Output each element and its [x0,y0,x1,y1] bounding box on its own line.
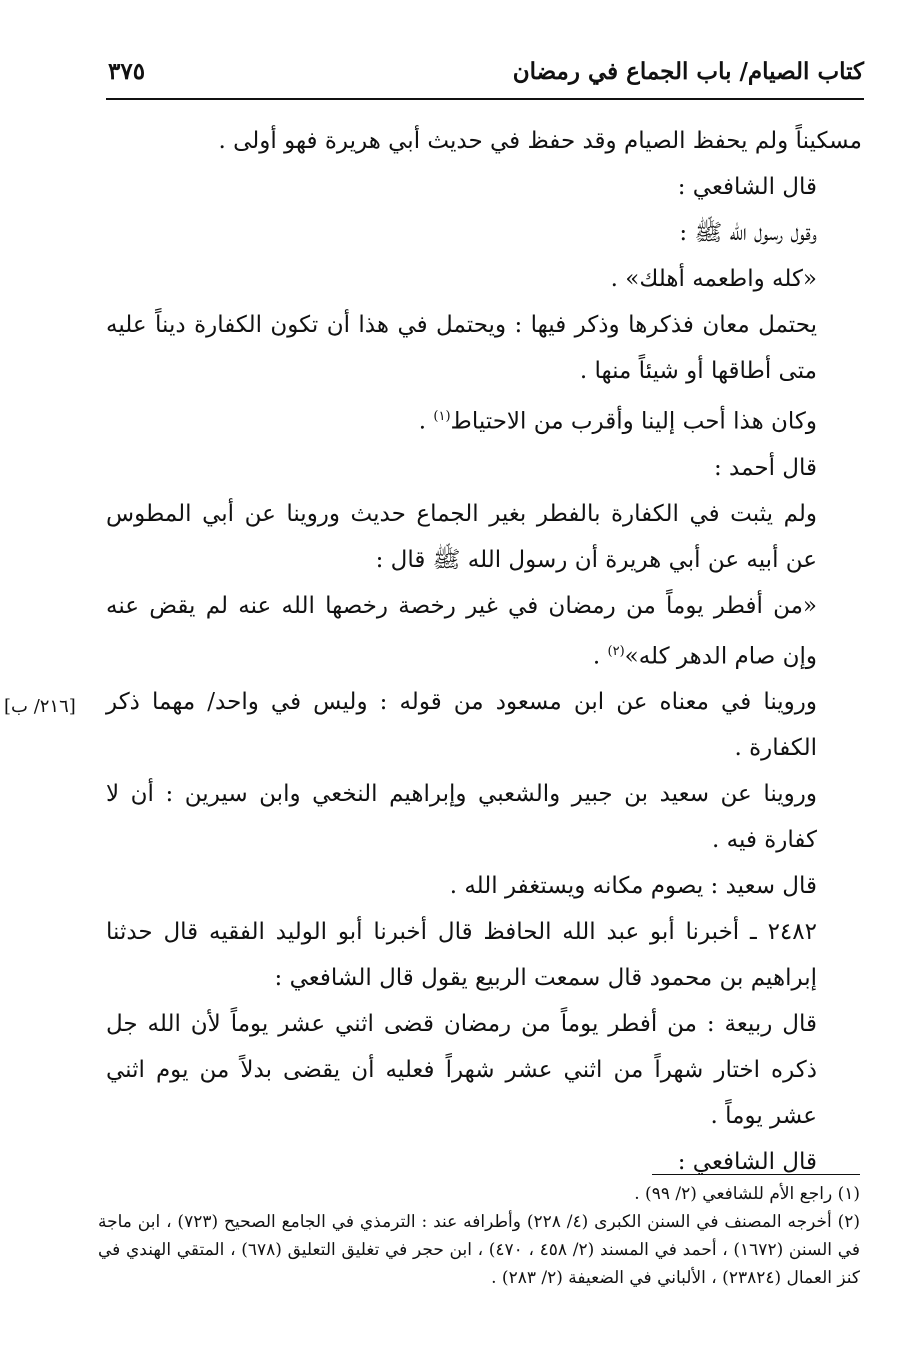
footnote-ref-1: (١) [433,409,451,424]
paragraph: قال سعيد : يصوم مكانه ويستغفر الله . [449,873,817,900]
header-rule [106,98,864,100]
footnote-2 [98,1208,860,1292]
paragraph: قال ربيعة : من أفطر يوماً من رمضان قضى اثني عشر يوماً لأن الله جل ذكره اختار شهراً من اثني عشر شهراً فعليه أن يقضى بدلاً من يوم اثني عشر يوماً . [106,1011,817,1130]
footnote-ref-2: (٢) [607,643,625,659]
quote-paragraph [106,583,862,680]
main-text [106,118,862,1185]
period: . [592,643,608,670]
footnote-1 [98,1180,860,1208]
paragraph: وروينا في معناه عن ابن مسعود من قوله : وليس في واحد/ مهما ذكر الكفارة . [106,689,817,762]
paragraph: وقول رسول الله ﷺ : [679,220,817,246]
paragraph: مسكيناً ولم يحفظ الصيام وقد حفظ في حديث أبي هريرة فهو أولى . [218,128,862,154]
paragraph-text: وكان هذا أحب إلينا وأقرب من الاحتياط [450,408,817,435]
period: . [418,408,434,435]
running-header-title: كتاب الصيام/ باب الجماع في رمضان [512,58,864,85]
paragraph: قال أحمد : [713,454,817,481]
footnote-rule [652,1174,860,1175]
paragraph: وروينا عن سعيد بن جبير والشعبي وإبراهيم النخعي وابن سيرين : أن لا كفارة فيه . [106,781,817,854]
paragraph: ولم يثبت في الكفارة بالفطر بغير الجماع حديث وروينا عن أبي المطوس عن أبيه عن أبي هريرة أن رسول الله ﷺ قال : [106,500,817,573]
paragraph [106,394,862,445]
page-number: ٣٧٥ [108,58,146,85]
footnote-number: (١) [837,1184,860,1204]
quote-paragraph: «كله واطعمه أهلك» . [610,266,817,292]
footnote-number: (٢) [837,1212,861,1232]
footnotes [98,1180,860,1292]
footnote-text: راجع الأم للشافعي (٢/ ٩٩) . [634,1184,833,1204]
hadith-number-paragraph: ٢٤٨٢ ـ أخبرنا أبو عبد الله الحافظ قال أخبرنا أبو الوليد الفقيه قال حدثنا إبراهيم بن محمود قال سمعت الربيع يقول قال الشافعي : [106,919,817,992]
paragraph: قال الشافعي : [677,174,817,200]
paragraph: يحتمل معان فذكرها وذكر فيها : ويحتمل في هذا أن تكون الكفارة ديناً عليه متى أطاقها أو شيئاً منها . [106,312,817,384]
paragraph: قال الشافعي : [677,1149,817,1176]
footnote-text: أخرجه المصنف في السنن الكبرى (٤/ ٢٢٨) وأطرافه عند : الترمذي في الجامع الصحيح (٧٢٣) ، ابن ماجة في السنن (١٦٧٢) ، أحمد في المسند (٢/ ٤٥٨ ، ٤٧٠) ، ابن حجر في تغليق التعليق (٦٧٨) ، المتقي الهندي في كنز العمال (٢٣٨٢٤) ، الألباني في الضعيفة (٢/ ٢٨٣) . [98,1212,861,1288]
paragraph-text: «من أفطر يوماً من رمضان في غير رخصة رخصها الله عنه لم يقض عنه وإن صام الدهر كله» [106,592,817,670]
margin-folio-note: [٢١٦/ ب] [4,696,76,717]
